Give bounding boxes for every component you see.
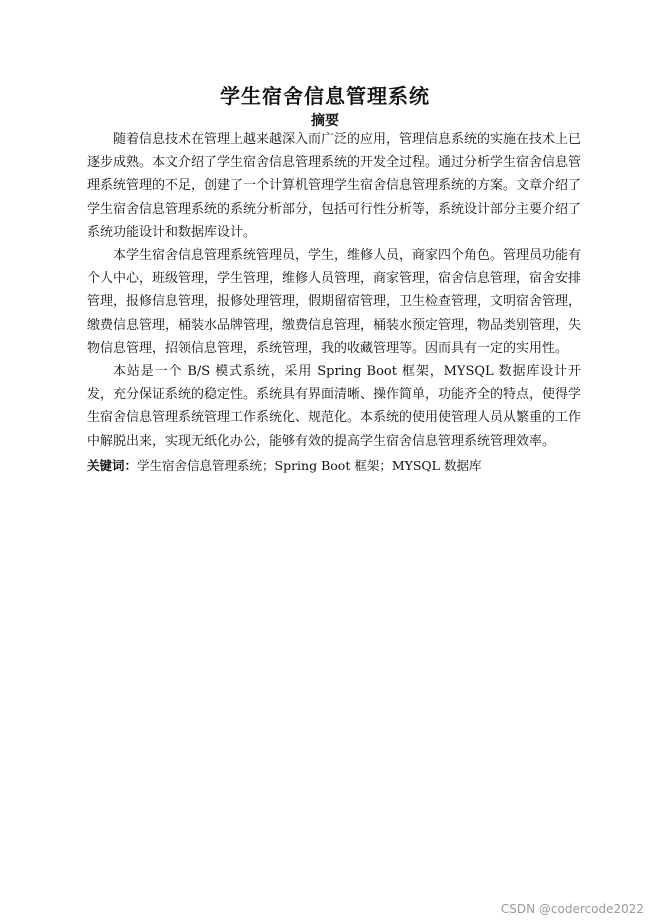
abstract-paragraph: 本学生宿舍信息管理系统管理员，学生，维修人员，商家四个角色。管理员功能有个人中心，班级管理，学生管理，维修人员管理，商家管理，宿舍信息管理，宿舍安排管理，报修信息管理，报修处理管理，假期留宿管理，卫生检查管理，文明宿舍管理，缴费信息管理，桶装水品牌管理，缴费信息管理，桶装水预定管理，物品类别管理，失物信息管理，招领信息管理，系统管理，我的收藏管理等。因而具有一定的实用性。 bbox=[87, 248, 582, 356]
abstract-body bbox=[87, 128, 581, 453]
keywords-text: 学生宿舍信息管理系统；Spring Boot 框架；MYSQL 数据库 bbox=[137, 458, 482, 473]
csdn-watermark: CSDN @codercode2022 bbox=[500, 902, 644, 916]
keywords-label: 关键词： bbox=[87, 458, 138, 473]
abstract-paragraph: 本站是一个 B/S 模式系统，采用 Spring Boot 框架，MYSQL 数据库设计开发，充分保证系统的稳定性。系统具有界面清晰、操作简单，功能齐全的特点，使得学生宿舍信息管理系统管理工作系统化、规范化。本系统的使用使管理人员从繁重的工作中解脱出来，实现无纸化办公，能够有效的提高学生宿舍信息管理系统管理效率。 bbox=[87, 364, 582, 449]
keywords-line bbox=[87, 456, 581, 476]
abstract-paragraph: 随着信息技术在管理上越来越深入而广泛的应用，管理信息系统的实施在技术上已逐步成熟。本文介绍了学生宿舍信息管理系统的开发全过程。通过分析学生宿舍信息管理系统管理的不足，创建了一个计算机管理学生宿舍信息管理系统的方案。文章介绍了学生宿舍信息管理系统的系统分析部分，包括可行性分析等，系统设计部分主要介绍了系统功能设计和数据库设计。 bbox=[87, 132, 582, 240]
document-title: 学生宿舍信息管理系统 bbox=[220, 84, 430, 108]
abstract-heading: 摘要 bbox=[311, 113, 339, 129]
